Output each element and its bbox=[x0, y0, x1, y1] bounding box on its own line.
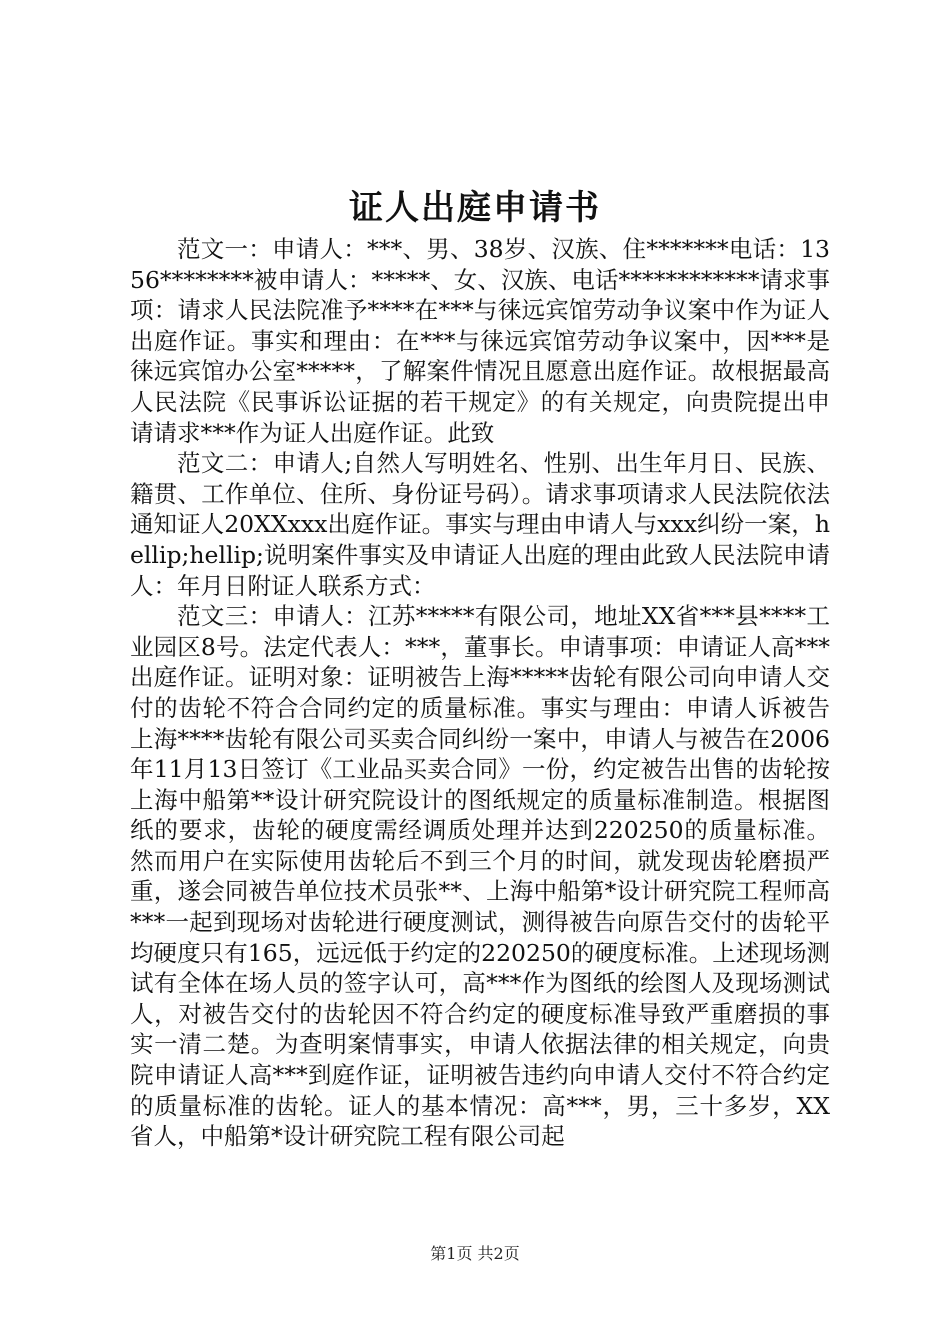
paragraph-sample-3: 范文三：申请人：江苏*****有限公司，地址XX省***县****工业园区8号。法定代表人：***，董事长。申请事项：申请证人高***出庭作证。证明对象：证明被告上海*****齿轮有限公司向申请人交付的齿轮不符合合同约定的质量标准。事实与理由：申请人诉被告上海****齿轮有限公司买卖合同纠纷一案中，申请人与被告在2006年11月13日签订《工业品买卖合同》一份，约定被告出售的齿轮按上海中船第**设计研究院设计的图纸规定的质量标准制造。根据图纸的要求，齿轮的硬度需经调质处理并达到220250的质量标准。然而用户在实际使用齿轮后不到三个月的时间，就发现齿轮磨损严重，遂会同被告单位技术员张**、上海中船第*设计研究院工程师高***一起到现场对齿轮进行硬度测试，测得被告向原告交付的齿轮平均硬度只有165，远远低于约定的220250的硬度标准。上述现场测试有全体在场人员的签字认可，高***作为图纸的绘图人及现场测试人，对被告交付的齿轮因不符合约定的硬度标准导致严重磨损的事实一清二楚。为查明案情事实，申请人依据法律的相关规定，向贵院申请证人高***到庭作证，证明被告违约向申请人交付不符合约定的质量标准的齿轮。证人的基本情况：高***，男，三十多岁，XX省人，中船第*设计研究院工程有限公司起 bbox=[130, 602, 830, 1151]
document-title: 证人出庭申请书 bbox=[349, 188, 601, 228]
page-number-footer: 第1页 共2页 bbox=[430, 1244, 520, 1263]
paragraph-sample-2: 范文二：申请人;自然人写明姓名、性别、出生年月日、民族、籍贯、工作单位、住所、身份证号码）。请求事项请求人民法院依法通知证人20XXxxx出庭作证。事实与理由申请人与xxx纠纷一案，hellip;hellip;说明案件事实及申请证人出庭的理由此致人民法院申请人：年月日附证人联系方式： bbox=[130, 449, 830, 600]
paragraph-sample-1: 范文一：申请人：***、男、38岁、汉族、住*******电话：1356********被申请人：*****、女、汉族、电话************请求事项：请求人民法院准予****在***与徕远宾馆劳动争议案中作为证人出庭作证。事实和理由：在***与徕远宾馆劳动争议案中，因***是徕远宾馆办公室*****，了解案件情况且愿意出庭作证。故根据最高人民法院《民事诉讼证据的若干规定》的有关规定，向贵院提出申请请求***作为证人出庭作证。此致 bbox=[130, 235, 830, 447]
document-body bbox=[130, 234, 830, 1152]
